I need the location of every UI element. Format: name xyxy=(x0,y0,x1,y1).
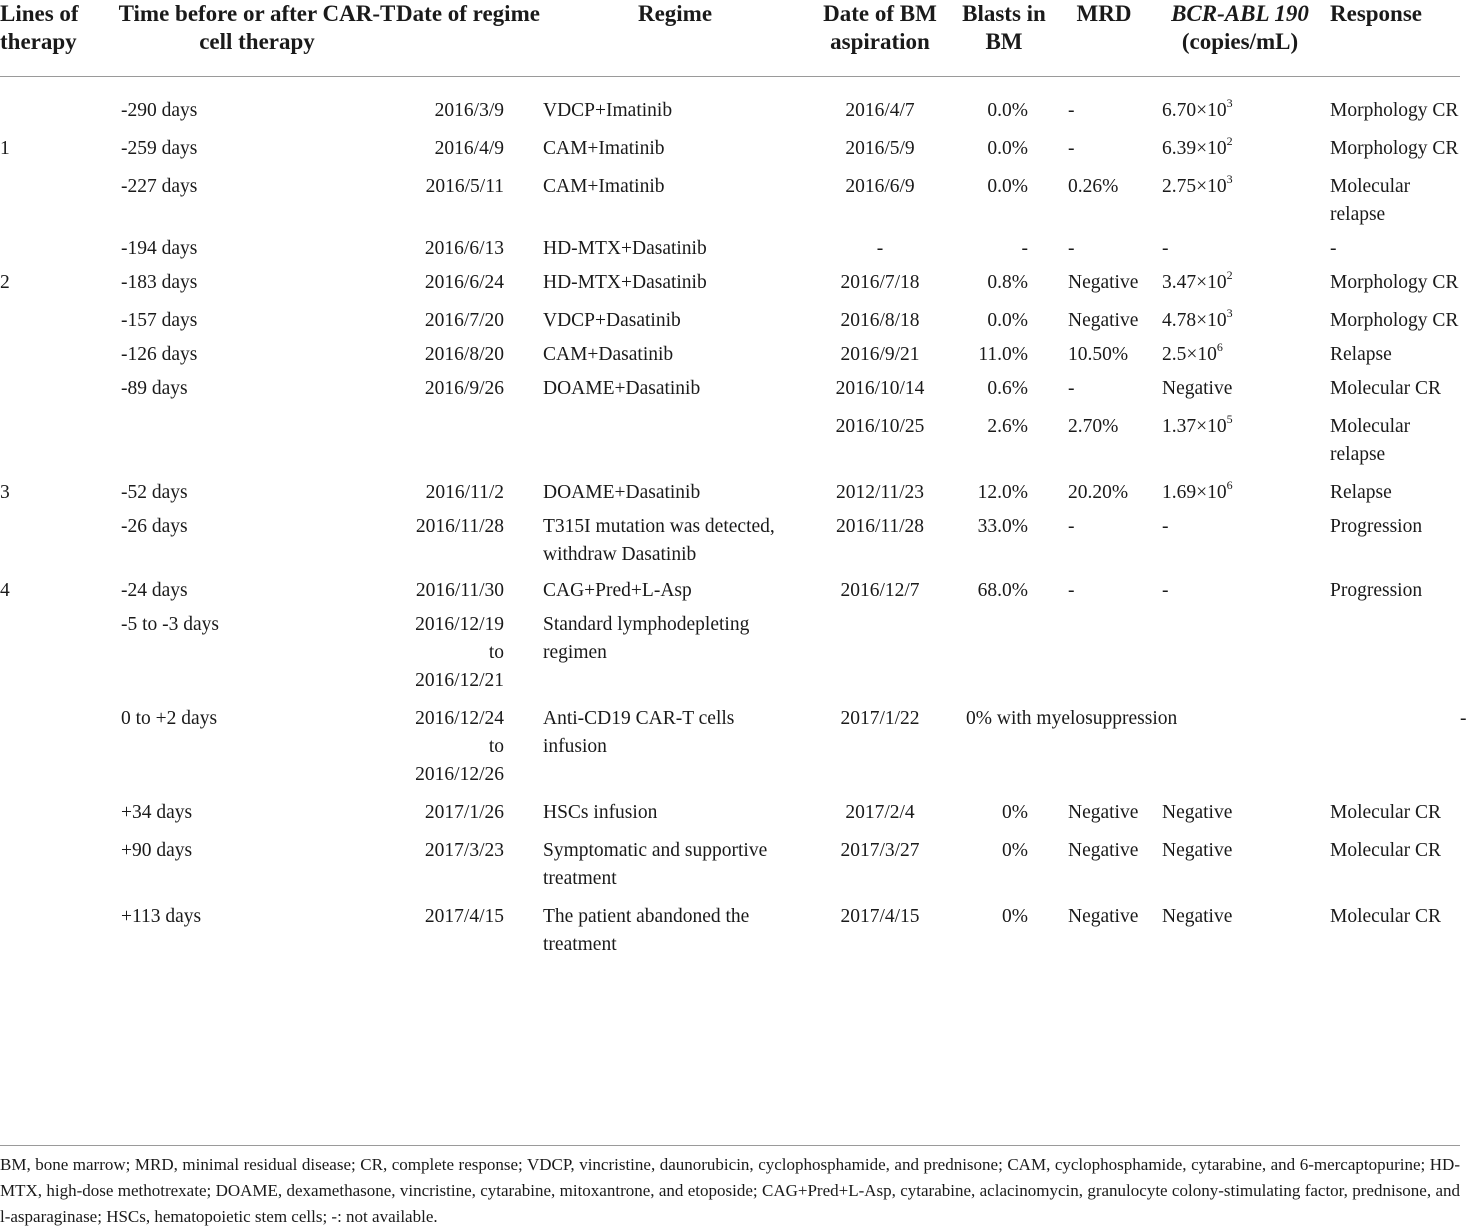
cell-blasts: 0% xyxy=(1002,906,1028,927)
cell-blasts: 0.0% xyxy=(987,176,1028,197)
cell-bcr xyxy=(1150,893,1330,959)
cell-blasts: 0.0% xyxy=(987,310,1028,331)
table-row xyxy=(0,163,1460,229)
cell-bm-date: 2016/8/18 xyxy=(840,310,920,331)
cell-bm-date: 2017/4/15 xyxy=(840,906,920,927)
table-row xyxy=(0,125,1460,163)
cell-bcr xyxy=(1150,297,1330,335)
cell-bm-date: 2016/11/28 xyxy=(835,516,925,537)
cell-bm-date: - xyxy=(876,238,884,259)
cell-regime: VDCP+Dasatinib xyxy=(543,310,681,331)
cell-response: Molecular relapse xyxy=(1330,416,1411,465)
cell-regime: DOAME+Dasatinib xyxy=(543,378,701,399)
bcr-value: 3.47×10 xyxy=(1162,272,1227,293)
header-row xyxy=(0,0,1460,77)
cell-date-regime: 2016/5/11 xyxy=(425,176,504,197)
table-row xyxy=(0,263,1460,297)
cell-blasts: 0% xyxy=(1002,802,1028,823)
cell-mrd: Negative xyxy=(1068,272,1139,293)
cell-regime: T315I mutation was detected, withdraw Dasatinib xyxy=(543,516,775,565)
cell-merged-result: 0% with myelosuppression xyxy=(966,708,1178,729)
cell-time: -52 days xyxy=(121,482,188,503)
header-date-bm: Date of BM aspiration xyxy=(810,0,950,77)
cell-line xyxy=(0,163,118,229)
cell-response: Morphology CR xyxy=(1330,138,1459,159)
cell-line xyxy=(0,827,118,893)
cell-time: -259 days xyxy=(121,138,198,159)
cell-response: Molecular CR xyxy=(1330,906,1442,927)
cell-response: Relapse xyxy=(1330,344,1392,365)
cell-bm-date: 2017/2/4 xyxy=(845,802,915,823)
cell-line: 4 xyxy=(0,580,10,601)
table-row xyxy=(0,893,1460,959)
cell-response: - xyxy=(1330,238,1337,259)
bcr-exponent: 6 xyxy=(1226,477,1233,492)
bcr-value: Negative xyxy=(1162,802,1233,823)
cell-bcr xyxy=(1150,229,1330,263)
cell-time: -126 days xyxy=(121,344,198,365)
cell-time: -24 days xyxy=(121,580,188,601)
cell-mrd: 10.50% xyxy=(1068,344,1129,365)
bcr-value: - xyxy=(1162,238,1169,259)
header-bcr xyxy=(1150,0,1330,77)
cell-response: Molecular relapse xyxy=(1330,176,1411,225)
cell-blasts: 0% xyxy=(1002,840,1028,861)
cell-date-regime: 2016/8/20 xyxy=(424,344,504,365)
cell-blasts: 0.8% xyxy=(987,272,1028,293)
cell-bm-date: 2016/10/25 xyxy=(835,416,925,437)
cell-mrd: - xyxy=(1068,238,1075,259)
bcr-value: 1.37×10 xyxy=(1162,416,1227,437)
bcr-value: - xyxy=(1162,516,1169,537)
cell-blasts: 0.0% xyxy=(987,100,1028,121)
cell-date-regime: 2016/11/2 xyxy=(425,482,504,503)
cell-response: Progression xyxy=(1330,516,1423,537)
cell-line xyxy=(0,369,118,403)
cell-time: -194 days xyxy=(121,238,198,259)
table-row xyxy=(0,789,1460,827)
table-row xyxy=(0,507,1460,569)
cell-mrd: - xyxy=(1068,138,1075,159)
cell-bcr xyxy=(1150,125,1330,163)
cell-line: 2 xyxy=(0,272,10,293)
cell-date-regime: 2016/4/9 xyxy=(434,138,504,159)
bcr-value: Negative xyxy=(1162,378,1233,399)
cell-response xyxy=(1330,605,1460,695)
cell-response: Progression xyxy=(1330,580,1423,601)
cell-blasts: 0.6% xyxy=(987,378,1028,399)
table-row xyxy=(0,335,1460,369)
cell-bm-date: 2016/5/9 xyxy=(845,138,915,159)
cell-mrd: Negative xyxy=(1068,310,1139,331)
cell-bcr xyxy=(1150,827,1330,893)
table-row xyxy=(0,297,1460,335)
table-row xyxy=(0,827,1460,893)
cell-date-regime: 2017/3/23 xyxy=(424,840,504,861)
cell-date-regime: 2016/6/24 xyxy=(424,272,504,293)
cell-date-regime: 2017/1/26 xyxy=(424,802,504,823)
cell-bcr xyxy=(1330,695,1460,789)
cell-time: -183 days xyxy=(121,272,198,293)
cell-bm-date: 2016/9/21 xyxy=(840,344,920,365)
cell-bm-date: 2017/3/27 xyxy=(840,840,920,861)
header-bcr-unit: (copies/mL) xyxy=(1181,29,1299,54)
cell-mrd: Negative xyxy=(1068,802,1139,823)
cell-blasts: 2.6% xyxy=(987,416,1028,437)
table-row xyxy=(0,605,1460,695)
table-row xyxy=(0,369,1460,403)
cell-mrd: - xyxy=(1068,378,1075,399)
cell-time: 0 to +2 days xyxy=(121,708,218,729)
bcr-value: 6.70×10 xyxy=(1162,100,1227,121)
cell-blasts: 33.0% xyxy=(977,516,1028,537)
bcr-exponent: 2 xyxy=(1226,133,1233,148)
cell-blasts: 0.0% xyxy=(987,138,1028,159)
cell-bm-date: 2016/12/7 xyxy=(840,580,920,601)
cell-date-regime xyxy=(396,403,540,469)
bcr-value: - xyxy=(1162,580,1169,601)
cell-regime xyxy=(540,403,810,469)
table-row xyxy=(0,229,1460,263)
cell-line xyxy=(0,789,118,827)
cell-response: Morphology CR xyxy=(1330,310,1459,331)
bcr-value: 4.78×10 xyxy=(1162,310,1227,331)
bcr-exponent: 3 xyxy=(1226,305,1233,320)
cell-bm-date: 2016/7/18 xyxy=(840,272,920,293)
cell-line: 1 xyxy=(0,138,10,159)
cell-date-regime: 2016/7/20 xyxy=(424,310,504,331)
cell-line xyxy=(0,403,118,469)
cell-regime: DOAME+Dasatinib xyxy=(543,482,701,503)
cell-time: -26 days xyxy=(121,516,188,537)
header-regime: Regime xyxy=(540,0,810,77)
cell-response: Morphology CR xyxy=(1330,272,1459,293)
cell-bcr xyxy=(1150,789,1330,827)
cell-regime: The patient abandoned the treatment xyxy=(543,906,750,955)
cell-mrd: 2.70% xyxy=(1068,416,1119,437)
cell-date-regime: 2016/11/28 xyxy=(415,516,504,537)
cell-time: +90 days xyxy=(121,840,193,861)
cell-bm-date: 2012/11/23 xyxy=(835,482,925,503)
cell-bcr xyxy=(1150,507,1330,569)
cell-date-regime: 2016/3/9 xyxy=(434,100,504,121)
cell-bm-date: 2016/6/9 xyxy=(845,176,915,197)
cell-regime: Standard lymphodepleting regimen xyxy=(543,614,750,663)
cell-bcr xyxy=(1150,403,1330,469)
table-row: 0 to +2 days 2016/12/24 to 2016/12/26 Anti-CD19 CAR-T cells infusion 2017/1/22 0% with myelosuppression - xyxy=(0,695,1460,789)
cell-time: +34 days xyxy=(121,802,193,823)
cell-regime: HD-MTX+Dasatinib xyxy=(543,238,707,259)
cell-response: Morphology CR xyxy=(1330,100,1459,121)
bcr-value: 2.75×10 xyxy=(1162,176,1227,197)
cell-line xyxy=(0,893,118,959)
cell-bcr xyxy=(1150,605,1330,695)
cell-date-regime: 2016/9/26 xyxy=(424,378,504,399)
header-date-regime: Date of regime xyxy=(396,0,540,77)
cell-regime: CAG+Pred+L-Asp xyxy=(543,580,692,601)
cell-bcr xyxy=(1150,163,1330,229)
cell-mrd: Negative xyxy=(1068,840,1139,861)
cell-date-regime: 2016/11/30 xyxy=(415,580,504,601)
table-row xyxy=(0,77,1460,126)
cell-blasts: 11.0% xyxy=(978,344,1028,365)
cell-blasts: 68.0% xyxy=(977,580,1028,601)
bcr-exponent: 6 xyxy=(1216,339,1223,354)
cell-bcr xyxy=(1150,369,1330,403)
cell-bm-date: 2016/10/14 xyxy=(835,378,925,399)
cell-line xyxy=(0,77,118,126)
cell-date-regime: 2016/12/19 to 2016/12/21 xyxy=(415,614,504,691)
cell-line xyxy=(0,605,118,695)
cell-response: Molecular CR xyxy=(1330,378,1442,399)
cell-time: -227 days xyxy=(121,176,198,197)
cell-mrd: Negative xyxy=(1068,906,1139,927)
cell-mrd: - xyxy=(1068,580,1075,601)
cell-bcr xyxy=(1150,263,1330,297)
cell-line xyxy=(0,695,118,789)
bcr-value: 6.39×10 xyxy=(1162,138,1227,159)
cell-regime: VDCP+Imatinib xyxy=(543,100,673,121)
cell-bcr xyxy=(1150,469,1330,507)
table-row xyxy=(0,569,1460,605)
cell-bm-date: 2017/1/22 xyxy=(840,708,920,729)
cell-response: Relapse xyxy=(1330,482,1392,503)
cell-bm-date xyxy=(810,605,950,695)
bcr-exponent: 3 xyxy=(1226,171,1233,186)
cell-line: 3 xyxy=(0,482,10,503)
bcr-exponent: 3 xyxy=(1226,95,1233,110)
cell-regime: CAM+Imatinib xyxy=(543,176,665,197)
table-body xyxy=(0,77,1467,960)
header-blasts: Blasts in BM xyxy=(950,0,1058,77)
cell-time: -5 to -3 days xyxy=(121,614,220,635)
header-lines: Lines of therapy xyxy=(0,0,118,77)
bcr-exponent: 5 xyxy=(1226,411,1233,426)
cell-mrd: 0.26% xyxy=(1068,176,1119,197)
cell-mrd: 20.20% xyxy=(1068,482,1129,503)
cell-response: Molecular CR xyxy=(1330,840,1442,861)
table-row xyxy=(0,469,1460,507)
cell-time xyxy=(118,403,396,469)
cell-blasts: - xyxy=(1021,238,1028,259)
cell-regime: CAM+Dasatinib xyxy=(543,344,674,365)
cell-date-regime: 2017/4/15 xyxy=(424,906,504,927)
cell-time: -157 days xyxy=(121,310,198,331)
cell-regime: CAM+Imatinib xyxy=(543,138,665,159)
cell-line xyxy=(0,507,118,569)
cell-bcr xyxy=(1150,77,1330,126)
cell-time: -89 days xyxy=(121,378,188,399)
cell-bm-date: 2016/4/7 xyxy=(845,100,915,121)
table-row xyxy=(0,403,1460,469)
cell-regime: HD-MTX+Dasatinib xyxy=(543,272,707,293)
cell-bcr xyxy=(1150,335,1330,369)
cell-blasts: 12.0% xyxy=(977,482,1028,503)
cell-date-regime: 2016/12/24 to 2016/12/26 xyxy=(415,708,504,785)
bcr-value: 1.69×10 xyxy=(1162,482,1227,503)
cell-regime: Anti-CD19 CAR-T cells infusion xyxy=(543,708,735,757)
cell-mrd xyxy=(1058,605,1150,695)
cell-time: -290 days xyxy=(121,100,198,121)
cell-regime: Symptomatic and supportive treatment xyxy=(543,840,768,889)
bcr-value: 2.5×10 xyxy=(1162,344,1217,365)
header-bcr-name: BCR-ABL 190 xyxy=(1171,1,1309,26)
cell-time: +113 days xyxy=(121,906,202,927)
cell-line xyxy=(0,229,118,263)
cell-line xyxy=(0,335,118,369)
cell-response: Molecular CR xyxy=(1330,802,1442,823)
cell-line xyxy=(0,297,118,335)
bcr-value: Negative xyxy=(1162,906,1233,927)
table-footnote: BM, bone marrow; MRD, minimal residual disease; CR, complete response; VDCP, vincristine, daunorubicin, cyclophosphamide, and prednisone; CAM, cyclophosphamide, cytarabine, and 6-mercaptopurine; HD-MTX, high-dose methotrexate; DOAME, dexamethasone, vincristine, cytarabine, mitoxantrone, and etoposide; CAG+Pred+L-Asp, cytarabine, aclacinomycin, granulocyte colony-stimulating factor, prednisone, and l-asparaginase; HSCs, hematopoietic stem cells; -: not available. xyxy=(0,1145,1460,1230)
cell-date-regime: 2016/6/13 xyxy=(424,238,504,259)
cell-mrd: - xyxy=(1068,100,1075,121)
bcr-exponent: 2 xyxy=(1226,267,1233,282)
cell-mrd: - xyxy=(1068,516,1075,537)
cell-regime: HSCs infusion xyxy=(543,802,658,823)
cell-bcr xyxy=(1150,569,1330,605)
cell-blasts xyxy=(950,605,1058,695)
header-response: Response xyxy=(1330,0,1460,77)
bcr-value: Negative xyxy=(1162,840,1233,861)
header-mrd: MRD xyxy=(1058,0,1150,77)
header-time: Time before or after CAR-T cell therapy xyxy=(118,0,396,77)
